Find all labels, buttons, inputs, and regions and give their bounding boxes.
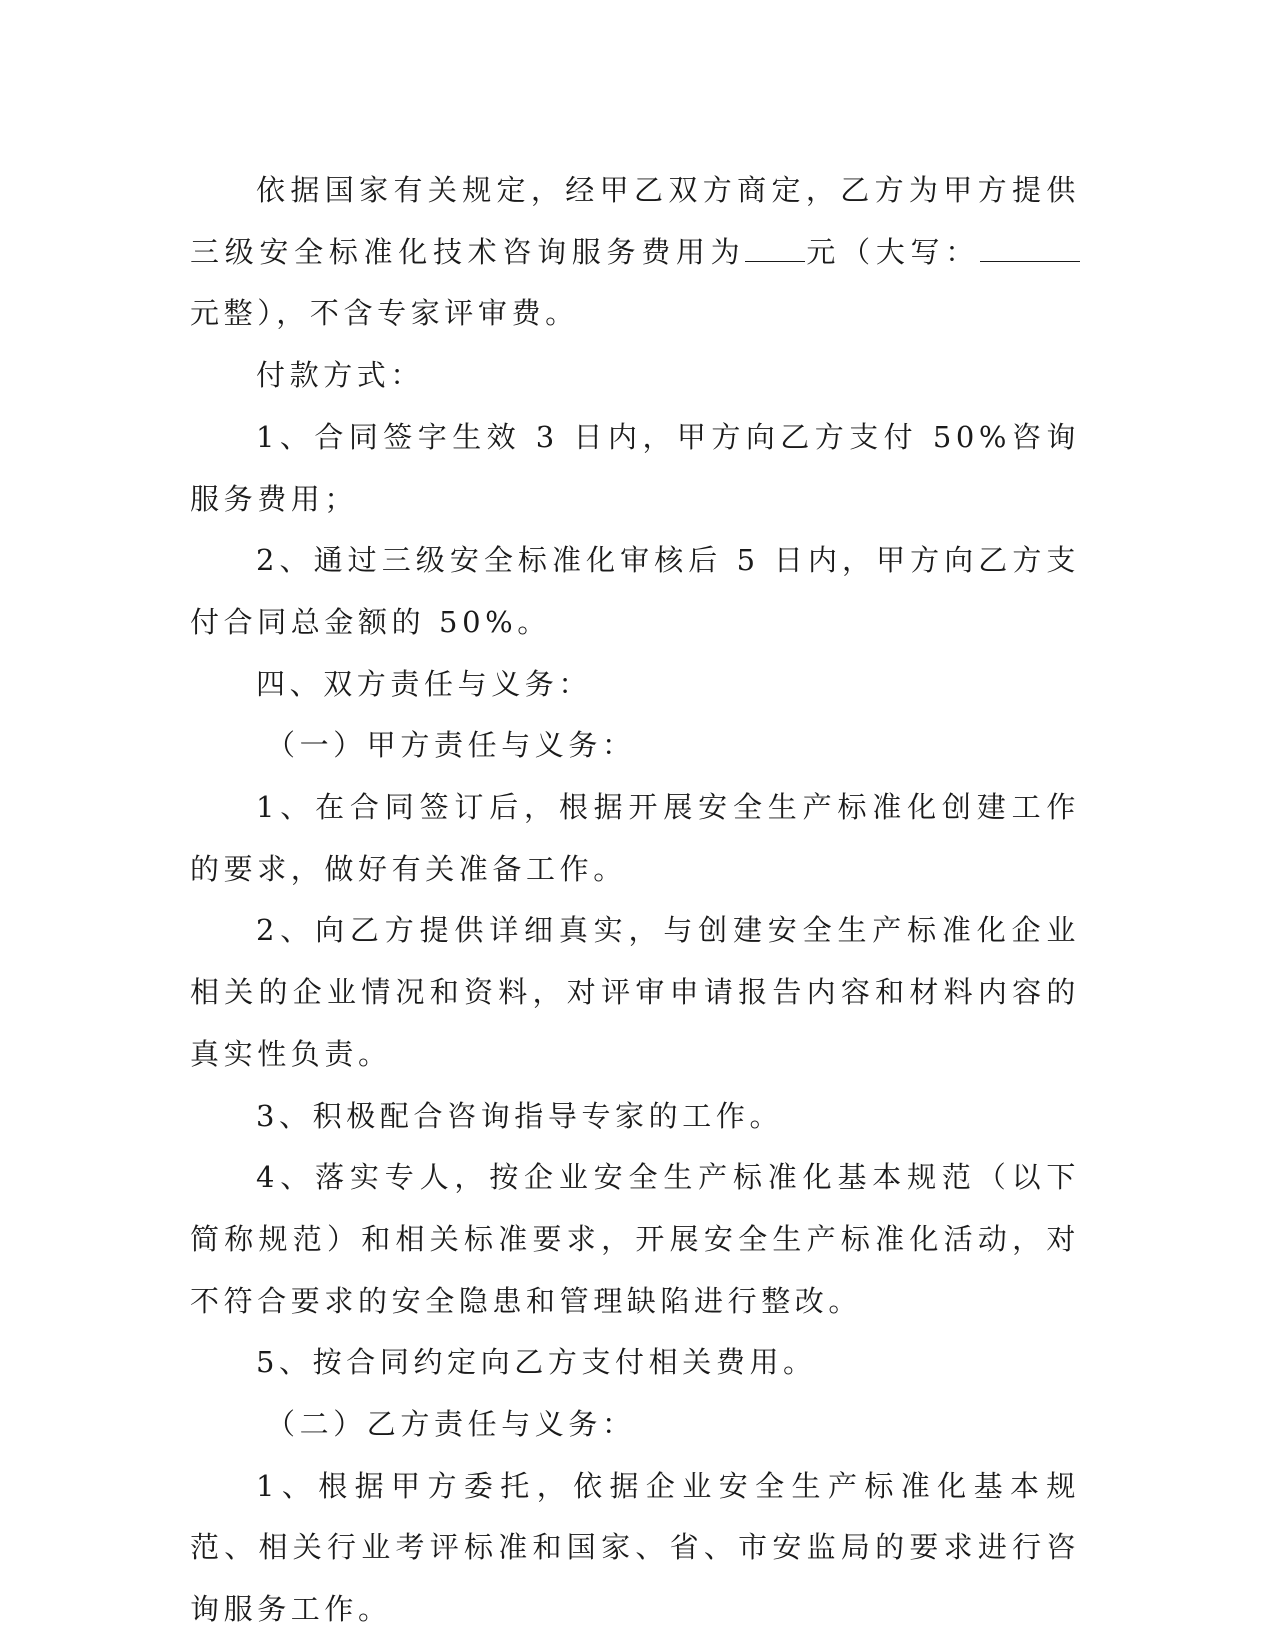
party-a-item-2: 2、向乙方提供详细真实，与创建安全生产标准化企业相关的企业情况和资料，对评审申请报告内容和材料内容的真实性负责。 xyxy=(190,913,1080,1071)
fee-paragraph xyxy=(190,160,1080,345)
document-body xyxy=(190,160,1080,1641)
section-four-heading: 四、双方责任与义务： xyxy=(256,666,593,701)
party-a-item-1: 1、在合同签订后，根据开展安全生产标准化创建工作的要求，做好有关准备工作。 xyxy=(190,790,1080,886)
payment-method-heading: 付款方式： xyxy=(256,358,425,393)
party-a-heading: （一）甲方责任与义务： xyxy=(266,728,636,763)
fee-text-middle: 元（大写： xyxy=(805,234,980,269)
payment-item-1: 1、合同签字生效 3 日内，甲方向乙方支付 50%咨询服务费用； xyxy=(190,419,1080,516)
payment-item-2: 2、通过三级安全标准化审核后 5 日内，甲方向乙方支付合同总金额的 50%。 xyxy=(190,543,1080,639)
fee-text-start: 依据国家有关规定，经甲乙双方商定，乙方为甲方提供三级安全标准化技术咨询服务费用为 xyxy=(190,173,1080,269)
party-a-item-4: 4、落实专人，按企业安全生产标准化基本规范（以下简称规范）和相关标准要求，开展安全生产标准化活动，对不符合要求的安全隐患和管理缺陷进行整改。 xyxy=(190,1160,1080,1318)
party-b-heading: （二）乙方责任与义务： xyxy=(266,1407,636,1442)
party-a-item-3: 3、积极配合咨询指导专家的工作。 xyxy=(256,1098,784,1133)
amount-words-blank xyxy=(980,231,1080,262)
party-a-item-5: 5、按合同约定向乙方支付相关费用。 xyxy=(256,1345,817,1380)
fee-text-end: 元整），不含专家评审费。 xyxy=(190,296,579,331)
amount-blank xyxy=(745,231,805,262)
party-b-item-1: 1、根据甲方委托，依据企业安全生产标准化基本规范、相关行业考评标准和国家、省、市安监局的要求进行咨询服务工作。 xyxy=(190,1468,1080,1627)
